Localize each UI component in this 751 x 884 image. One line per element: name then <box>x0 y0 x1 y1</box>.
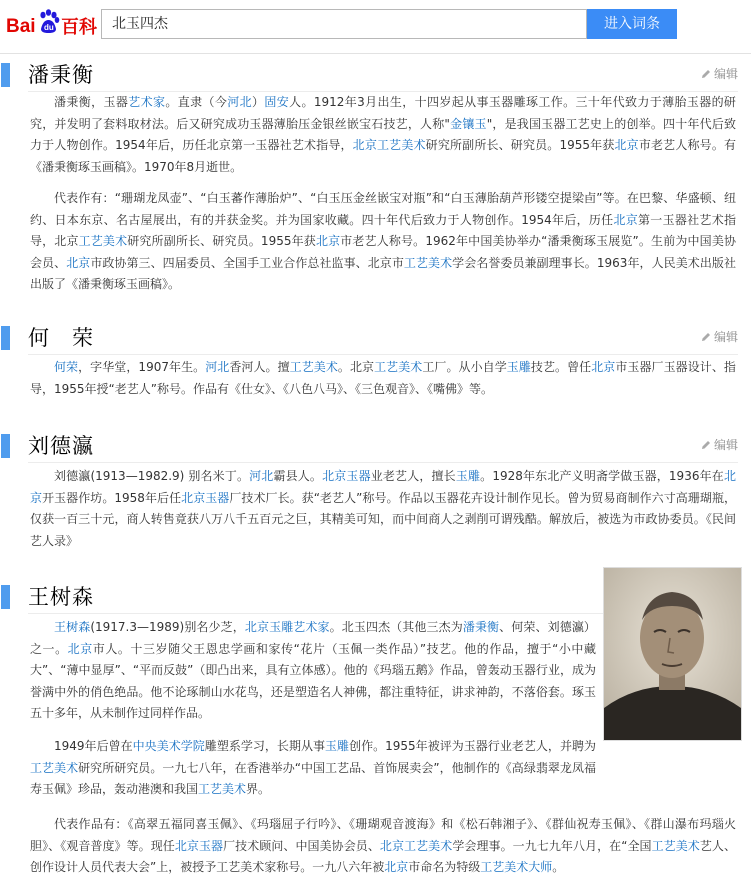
edit-link[interactable]: 编辑 <box>700 328 738 346</box>
edit-link[interactable]: 编辑 <box>700 436 738 454</box>
section-marker <box>1 63 10 87</box>
svg-text:du: du <box>44 23 54 32</box>
paragraph: 代表作品有：《高翠五福同喜玉佩》、《玛瑙屈子行吟》、《珊瑚观音渡海》和《松石韩湘子》、《群仙祝寿玉佩》、《群山瀑布玛瑙火胆》、《观音普度》等。现任北京玉器厂技术顾问、中国美协会员、北京工艺美术学会理事。一九七九年八月，在“全国工艺美术艺人、创作设计人员代表大会”上，被授予工艺美术家称号。一九八六年被北京市命名为特级工艺美术大师。 <box>30 817 736 874</box>
section-marker <box>1 585 10 609</box>
paragraph: 代表作有：“珊瑚龙凤壶”、“白玉蕃作薄胎炉”、“白玉压金丝嵌宝对瓶”和“白玉薄胎葫芦形镂空提梁卣”等。在巴黎、华盛顿、纽约、日本东京、名古屋展出，有的并获金奖。并为国家收藏。四十年代后致力于人物创作。1954年后，历任北京第一玉器社艺术指导，北京工艺美术研究所副所长、研究员。1955年获北京市老艺人称号。1962年中国美协举办“潘秉衡琢玉展览”。生前为中国美协会员、北京市政协第三、四届委员、全国手工业合作总社监事、北京市工艺美术学会名誉委员兼副理事长。1963年，人民美术出版社出版了《潘秉衡琢玉画稿》。 <box>30 191 736 291</box>
section-title: 潘秉衡 <box>28 63 94 87</box>
paragraph: 王树森(1917.3—1989)别名少芝，北京玉雕艺术家。北玉四杰（其他三杰为潘秉衡、何荣、刘德瀛）之一。北京市人。十三岁随父王恩忠学画和家传“花片（玉佩一类作品）”技艺。他的作品，擅于“小中藏大”、“薄中显厚”、“平而反鼓”（即凸出来，具有立体感）。他的《玛瑙五鹅》作品，曾轰动玉器行业，成为誉满中外的俏色绝品。他不论琢制山水花鸟，还是塑造名人神佛，都注重特征，讲求神韵，不落俗套。琢玉五十多年，从未制作过同样作品。 <box>30 620 596 720</box>
section-header-pan <box>0 59 751 91</box>
portrait-photo[interactable] <box>603 567 742 741</box>
svg-text:Bai: Bai <box>6 16 36 37</box>
pencil-icon <box>700 439 712 451</box>
section-title: 王树森 <box>28 585 94 609</box>
svg-text:百科: 百科 <box>61 17 97 38</box>
edit-link[interactable]: 编辑 <box>700 65 738 83</box>
baidu-baike-logo[interactable] <box>6 6 98 40</box>
section-title: 刘德瀛 <box>28 434 94 458</box>
section-header-he <box>0 322 751 354</box>
paragraph: 刘德瀛(1913—1982.9) 别名米丁。河北霸县人。北京玉器业老艺人，擅长玉雕。1928年东北产义明斋学做玉器，1936年在北京开玉器作坊。1958年后任北京玉器厂技术厂长。获“老艺人”称号。作品以玉器花卉设计制作见长。曾为贸易商制作六寸高珊瑚瓶，仅获一百三十元，商人转售竟获八万八千五百元之巨，其精美可知，而中间商人之剥削可谓残酷。解放后，被选为市政协委员。《民间艺人录》 <box>30 469 736 548</box>
pencil-icon <box>700 68 712 80</box>
paragraph: 潘秉衡，玉器艺术家。直隶（今河北）固安人。1912年3月出生，十四岁起从事玉器雕琢工作。三十年代致力于薄胎玉器的研究，并发明了套料取材法。后又研究成功玉器薄胎压金银丝嵌宝石技艺，人称"金镶玉"，是我国玉器工艺史上的创举。四十年代后致力于人物创作。1954年后，历任北京第一玉器社艺术指导，北京工艺美术研究所副所长、研究员。1955年获北京市老艺人称号。有《潘秉衡琢玉画稿》。1970年8月逝世。 <box>30 95 736 174</box>
enter-entry-button[interactable]: 进入词条 <box>587 9 677 39</box>
paragraph: 何荣，字华堂，1907年生。河北香河人。擅工艺美术。北京工艺美术工厂。从小自学玉雕技艺。曾任北京市玉器厂玉器设计、指导，1955年授“老艺人”称号。作品有《仕女》、《八色八马》、《三色观音》、《嘴佛》等。 <box>30 360 736 396</box>
section-header-liu <box>0 430 751 462</box>
pencil-icon <box>700 331 712 343</box>
paragraph: 1949年后曾在中央美术学院雕塑系学习，长期从事玉雕创作。1955年被评为玉器行业老艺人，并聘为工艺美术研究所研究员。一九七八年，在香港举办“中国工艺品、首饰展卖会”，他制作的《高绿翡翠龙凤福寿玉佩》珍品，轰动港澳和我国工艺美术界。 <box>30 739 596 796</box>
search-input[interactable]: 北玉四杰 <box>101 9 587 39</box>
section-title: 何 荣 <box>28 326 94 350</box>
section-marker <box>1 434 10 458</box>
top-bar <box>0 0 751 54</box>
section-marker <box>1 326 10 350</box>
